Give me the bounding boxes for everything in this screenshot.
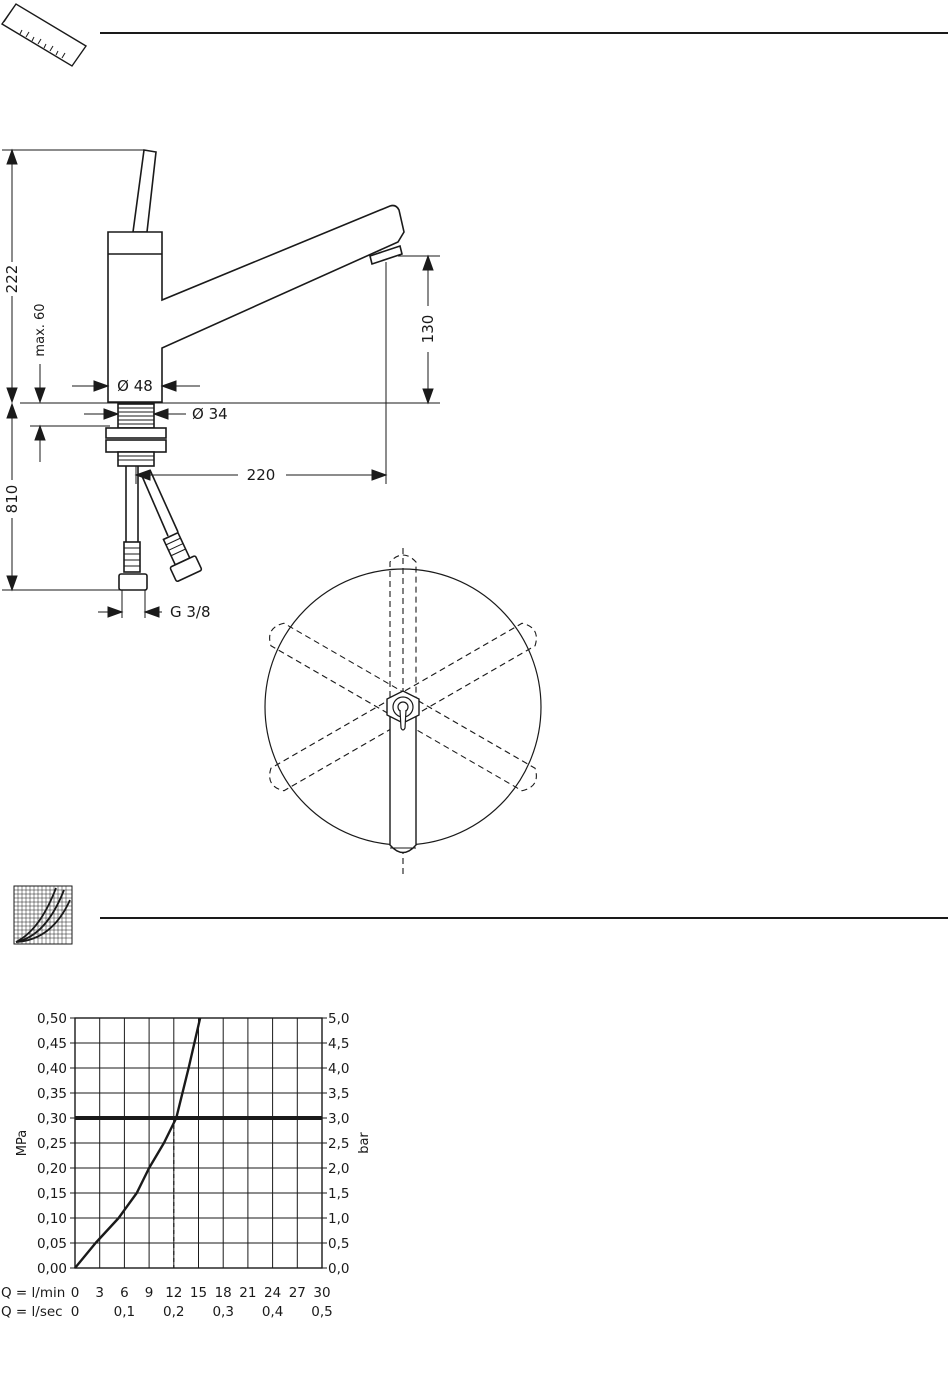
dim-max60-label: max. 60 <box>33 303 48 357</box>
x-tick-label-lmin: 30 <box>313 1285 331 1301</box>
y-tick-label-right: 5,0 <box>328 1011 350 1027</box>
y-tick-label-right: 3,5 <box>328 1086 350 1102</box>
y-tick-label-right: 1,5 <box>328 1186 350 1202</box>
y-tick-label-right: 0,0 <box>328 1261 350 1277</box>
x-tick-label-lmin: 24 <box>264 1285 282 1301</box>
y-tick-label-right: 4,0 <box>328 1061 350 1077</box>
x-tick-label-lsec: 0,2 <box>163 1304 185 1320</box>
y-tick-label-left: 0,10 <box>36 1211 67 1227</box>
y-tick-label-left: 0,25 <box>36 1136 67 1152</box>
x-tick-label-lsec: 0 <box>70 1304 80 1320</box>
y-tick-label-left: 0,00 <box>36 1261 67 1277</box>
y-tick-label-left: 0,40 <box>36 1061 67 1077</box>
faucet-top-view <box>265 548 541 878</box>
dim-220-label: 220 <box>246 466 276 484</box>
x-tick-label-lmin: 3 <box>95 1285 104 1301</box>
y-tick-label-right: 0,5 <box>328 1236 350 1252</box>
y-tick-label-left: 0,30 <box>36 1111 67 1127</box>
x-tick-label-lmin: 18 <box>214 1285 232 1301</box>
dim-d48-label: Ø 48 <box>117 377 153 395</box>
y-tick-label-left: 0,15 <box>36 1186 67 1202</box>
x-tick-label-lmin: 6 <box>120 1285 129 1301</box>
y-tick-label-left: 0,20 <box>36 1161 67 1177</box>
y-tick-label-right: 1,0 <box>328 1211 350 1227</box>
dim-810-label: 810 <box>3 484 21 514</box>
y-tick-label-right: 2,5 <box>328 1136 350 1152</box>
x-tick-label-lsec: 0,3 <box>212 1304 234 1320</box>
x-tick-label-lmin: 27 <box>288 1285 306 1301</box>
x-tick-label-lmin: 21 <box>239 1285 257 1301</box>
x-tick-label-lmin: 0 <box>70 1285 80 1301</box>
x-tick-label-lmin: 15 <box>189 1285 208 1301</box>
x-tick-label-lsec: 0,4 <box>261 1304 284 1320</box>
ruler-icon <box>2 4 86 66</box>
x-tick-label-lsec: 0,1 <box>113 1304 136 1320</box>
y-tick-label-right: 2,0 <box>328 1161 350 1177</box>
dim-g38-label: G 3/8 <box>170 603 211 621</box>
dim-222-label: 222 <box>3 264 21 294</box>
dim-d34-label: Ø 34 <box>192 405 228 423</box>
dim-130-label: 130 <box>419 314 437 344</box>
x-tick-label-lmin: 9 <box>144 1285 154 1301</box>
x-axis-label-lmin: Q = l/min <box>1 1285 66 1301</box>
flow-rate-chart <box>37 1011 350 1320</box>
x-tick-label-lmin: 12 <box>165 1285 183 1301</box>
x-axis-label-lsec: Q = l/sec <box>1 1304 63 1320</box>
y-tick-label-left: 0,35 <box>36 1086 67 1102</box>
x-tick-label-lsec: 0,5 <box>311 1304 333 1320</box>
y-axis-label-left: MPa <box>15 1129 30 1157</box>
flow-chart-icon <box>14 886 72 944</box>
y-tick-label-left: 0,50 <box>36 1011 67 1027</box>
y-tick-label-left: 0,45 <box>36 1036 67 1052</box>
y-axis-label-right: bar <box>357 1132 372 1154</box>
faucet-side-view <box>20 150 440 590</box>
y-tick-label-right: 3,0 <box>328 1111 350 1127</box>
y-tick-label-left: 0,05 <box>36 1236 67 1252</box>
y-tick-label-right: 4,5 <box>328 1036 350 1052</box>
